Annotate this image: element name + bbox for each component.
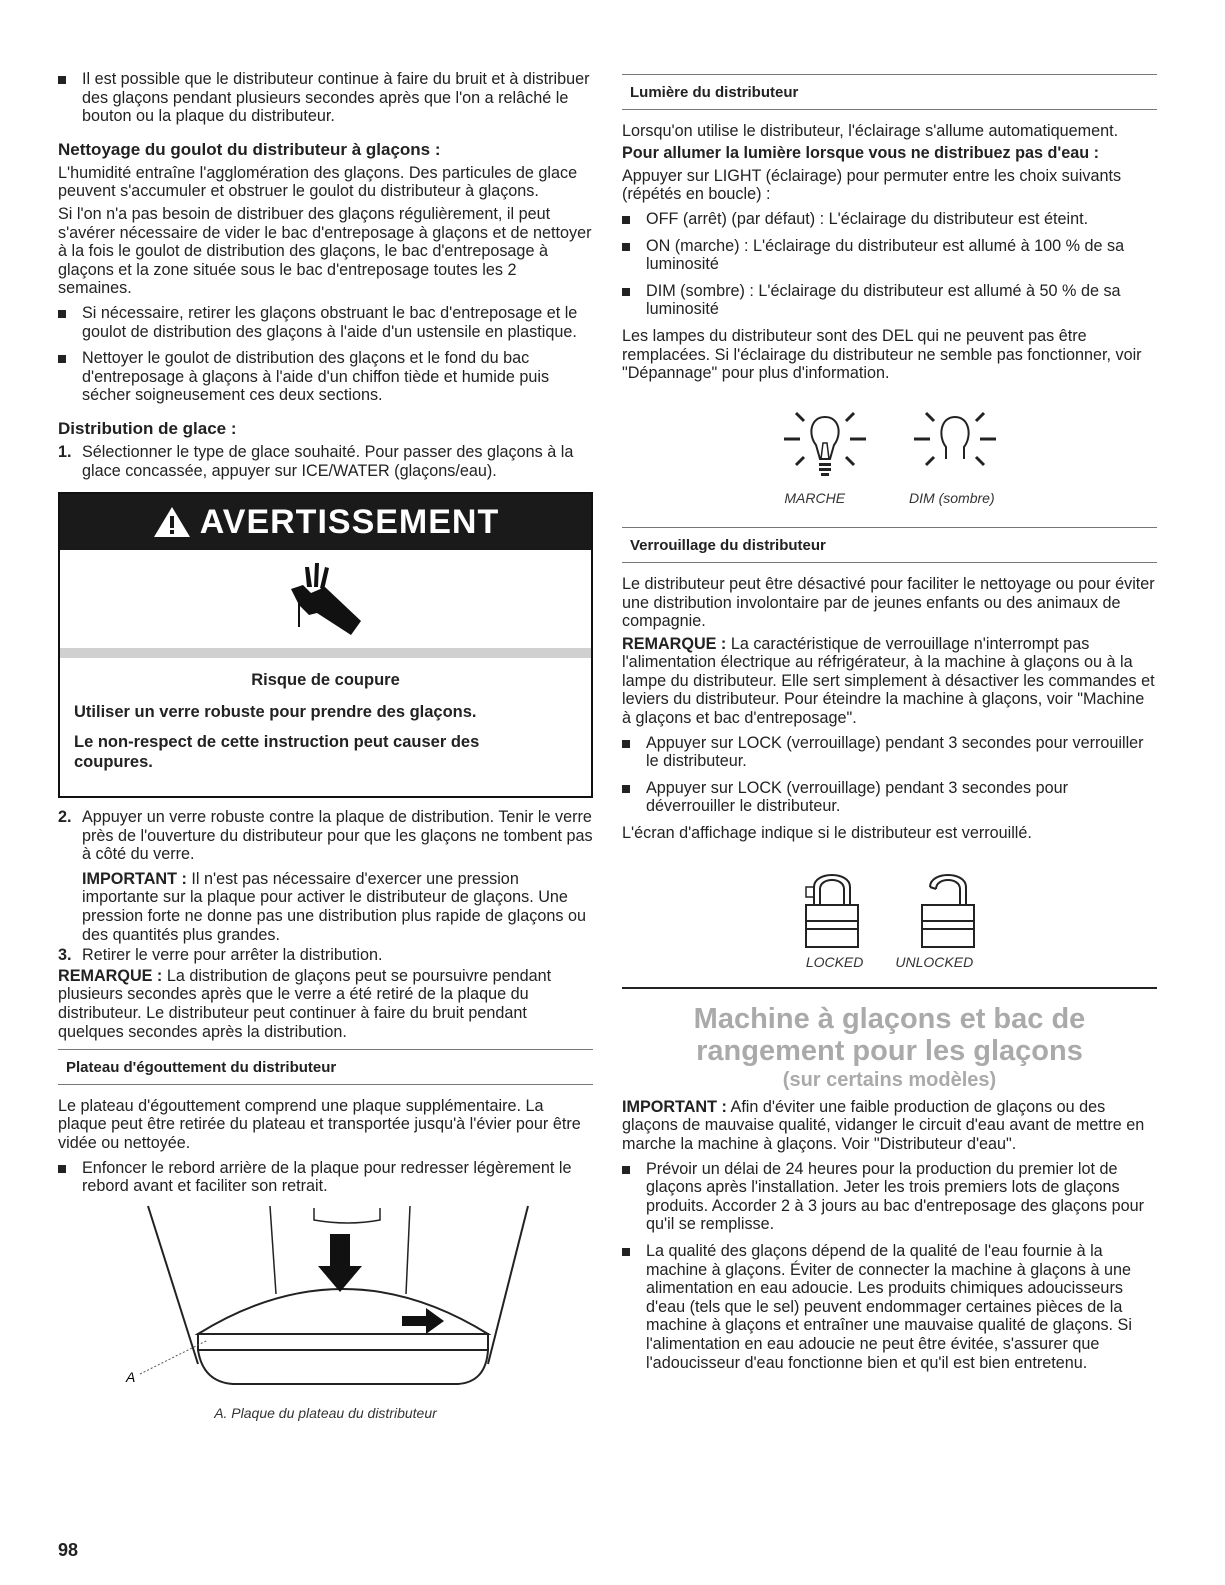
verrou-remarque bbox=[622, 635, 1157, 728]
caption-marche: MARCHE bbox=[784, 489, 846, 506]
lumiere-paragraph-1: Lorsqu'on utilise le distributeur, l'éclairage s'allume automatiquement. bbox=[622, 121, 1119, 140]
right-column bbox=[622, 64, 1157, 1380]
machine-bullet-1: Prévoir un délai de 24 heures pour la production du premier lot de glaçons après l'installation. Jeter les trois premiers lots de glaçons produits. Accorder 2 à 3 jours au bac d'entreposage des glaçons pour qu'il se remplisse. bbox=[646, 1159, 1145, 1234]
bullet-icon bbox=[622, 1166, 630, 1174]
plateau-bullet: Enfoncer le rebord arrière de la plaque pour redresser légèrement le rebord avant et faciliter son retrait. bbox=[82, 1158, 572, 1196]
lock-icons bbox=[622, 865, 1157, 949]
machine-subtitle: (sur certains modèles) bbox=[782, 1069, 997, 1092]
step-number: 1. bbox=[58, 442, 72, 461]
lumiere-bullet-2: ON (marche) : L'éclairage du distributeur est allumé à 100 % de sa luminosité bbox=[646, 236, 1125, 274]
step-number: 2. bbox=[58, 808, 72, 827]
bullet-icon bbox=[58, 76, 66, 84]
figure-caption: A. Plaque du plateau du distributeur bbox=[214, 1404, 437, 1421]
warning-header bbox=[60, 494, 591, 550]
warning-title: AVERTISSEMENT bbox=[199, 502, 500, 541]
verrou-heading: Verrouillage du distributeur bbox=[622, 527, 1157, 563]
list-item bbox=[622, 1160, 1157, 1234]
warning-line-2: Le non-respect de cette instruction peut causer des coupures. bbox=[74, 733, 480, 772]
figure-label-a: A bbox=[126, 1368, 136, 1385]
bullet-icon bbox=[58, 1165, 66, 1173]
list-item bbox=[622, 734, 1157, 771]
hazard-label: Risque de coupure bbox=[251, 671, 400, 690]
list-item bbox=[58, 70, 593, 126]
cut-hazard-area bbox=[60, 550, 591, 658]
list-item bbox=[622, 779, 1157, 816]
important-label: IMPORTANT : bbox=[82, 869, 187, 888]
light-captions bbox=[622, 489, 1157, 508]
machine-bullet-2: La qualité des glaçons dépend de la qualité de l'eau fournie à la machine à glaçons. Éviter de connecter la machine à glaçons à une alimentation en eau adoucie. Les produits chimiques adoucisseurs d'eau (tels que le sel) peuvent endommager certaines pièces de la machine à glaçons et entraîner une mauvaise qualité de glaçons. Si l'alimentation en eau adoucie ne peut être évitée, s'assurer que l'adoucisseur d'eau fonctionne bien et qu'il est bien entretenu. bbox=[646, 1241, 1132, 1372]
lumiere-bold-line: Pour allumer la lumière lorsque vous ne distribuez pas d'eau : bbox=[622, 144, 1100, 163]
dispenser-tray-figure bbox=[58, 1204, 593, 1404]
bullet-icon bbox=[622, 243, 630, 251]
bullet-icon bbox=[622, 740, 630, 748]
light-on-icon bbox=[780, 405, 870, 487]
lumiere-paragraph-3: Les lampes du distributeur sont des DEL qui ne peuvent pas être remplacées. Si l'éclairage du distributeur ne semble pas fonctionner, voir "Dépannage" pour plus d'information. bbox=[622, 326, 1142, 383]
step-number: 3. bbox=[58, 946, 72, 965]
step-1-text: Sélectionner le type de glace souhaité. Pour passer des glaçons à la glace concassée, appuyer sur ICE/WATER (glaçons/eau). bbox=[82, 442, 574, 480]
verrou-remarque-label: REMARQUE : bbox=[622, 634, 727, 653]
step-2 bbox=[58, 808, 593, 944]
important-note bbox=[82, 870, 593, 944]
step-3-text: Retirer le verre pour arrêter la distribution. bbox=[82, 946, 383, 965]
machine-important-label: IMPORTANT : bbox=[622, 1097, 727, 1116]
list-item bbox=[58, 349, 593, 405]
lumiere-bullet-1: OFF (arrêt) (par défaut) : L'éclairage du distributeur est éteint. bbox=[646, 209, 1089, 228]
light-icons bbox=[622, 405, 1157, 487]
light-dim-icon bbox=[910, 405, 1000, 487]
left-column bbox=[58, 64, 593, 1422]
list-item bbox=[622, 237, 1157, 274]
step-2-content bbox=[82, 808, 593, 944]
lumiere-bullet-3: DIM (sombre) : L'éclairage du distributeur est allumé à 50 % de sa luminosité bbox=[646, 281, 1121, 319]
verrou-bullet-1: Appuyer sur LOCK (verrouillage) pendant 3 secondes pour verrouiller le distributeur. bbox=[646, 733, 1144, 771]
caption-locked: LOCKED bbox=[805, 953, 864, 970]
bullet-icon bbox=[58, 355, 66, 363]
machine-title-2: rangement pour les glaçons bbox=[696, 1035, 1083, 1068]
nettoyage-paragraph-2: Si l'on n'a pas besoin de distribuer des glaçons régulièrement, il peut s'avérer nécessaire de vider le bac d'entreposage à glaçons et de nettoyer à la fois le goulot de distribution des glaçons, le bac d'entreposage à glaçons et la zone située sous le bac d'entreposage toutes les 2 semaines. bbox=[58, 204, 592, 298]
plateau-heading: Plateau d'égouttement du distributeur bbox=[58, 1049, 593, 1085]
bullet-icon bbox=[622, 288, 630, 296]
bullet-icon bbox=[622, 216, 630, 224]
nettoyage-bullet-1: Si nécessaire, retirer les glaçons obstruant le bac d'entreposage et le goulot de distribution des glaçons à l'aide d'un ustensile en plastique. bbox=[82, 303, 578, 341]
step-1 bbox=[58, 443, 593, 480]
nettoyage-paragraph-1: L'humidité entraîne l'agglomération des glaçons. Des particules de glace peuvent s'accumuler et obstruer le goulot du distributeur à glaçons. bbox=[58, 163, 578, 201]
plateau-paragraph: Le plateau d'égouttement comprend une plaque supplémentaire. La plaque peut être retirée du plateau et transportée jusqu'à l'évier pour être vidée ou nettoyée. bbox=[58, 1096, 581, 1152]
remarque-note bbox=[58, 967, 593, 1041]
warning-line-1: Utiliser un verre robuste pour prendre des glaçons. bbox=[74, 703, 477, 722]
step-2-text: Appuyer un verre robuste contre la plaque de distribution. Tenir le verre près de l'ouverture du distributeur pour que les glaçons ne tombent pas à côté du verre. bbox=[82, 808, 593, 864]
machine-title-1: Machine à glaçons et bac de bbox=[693, 1003, 1086, 1036]
warning-triangle-icon bbox=[152, 505, 192, 539]
nettoyage-bullet-2: Nettoyer le goulot de distribution des glaçons et le fond du bac d'entreposage à glaçons à l'aide d'un chiffon tiède et humide puis sécher soigneusement ces deux sections. bbox=[82, 349, 550, 405]
verrou-paragraph-2: L'écran d'affichage indique si le distributeur est verrouillé. bbox=[622, 824, 1032, 843]
list-item bbox=[622, 210, 1157, 229]
bullet-icon bbox=[58, 310, 66, 318]
bullet-icon bbox=[622, 785, 630, 793]
list-item bbox=[58, 304, 593, 341]
caption-unlocked: UNLOCKED bbox=[895, 953, 974, 970]
lumiere-paragraph-2: Appuyer sur LIGHT (éclairage) pour permuter entre les choix suivants (répétés en boucle) : bbox=[622, 166, 1122, 204]
list-item bbox=[58, 1159, 593, 1196]
machine-important bbox=[622, 1098, 1157, 1154]
verrou-paragraph-1: Le distributeur peut être désactivé pour faciliter le nettoyage ou pour éviter une distribution involontaire par de jeunes enfants ou des animaux de compagnie. bbox=[622, 574, 1155, 631]
warning-body bbox=[60, 658, 591, 796]
remarque-label: REMARQUE : bbox=[58, 966, 163, 985]
important-text: Il n'est pas nécessaire d'exercer une pression importante sur la plaque pour activer le distributeur de glaçons. Une pression forte ne donne pas une distribution plus rapide de glaçons ou des quantités plus grandes. bbox=[82, 869, 586, 944]
step-3 bbox=[58, 946, 593, 965]
intro-bullet-text: Il est possible que le distributeur continue à faire du bruit et à distribuer des glaçons pendant plusieurs secondes après que l'on a relâché le bouton ou la plaque du distributeur. bbox=[82, 70, 590, 126]
bullet-icon bbox=[622, 1248, 630, 1256]
nettoyage-heading: Nettoyage du goulot du distributeur à glaçons : bbox=[58, 139, 441, 159]
remarque-text: La distribution de glaçons peut se poursuivre pendant plusieurs secondes après que le verre a été retiré de la plaque du distributeur. Le distributeur peut continuer à faire du bruit pendant quelques secondes après la distribution. bbox=[58, 966, 552, 1041]
lumiere-heading: Lumière du distributeur bbox=[622, 74, 1157, 110]
machine-important-text: Afin d'éviter une faible production de glaçons ou des glaçons de mauvaise qualité, vidanger le circuit d'eau avant de mettre en marche la machine à glaçons. Voir "Distributeur d'eau". bbox=[622, 1097, 1145, 1153]
machine-section bbox=[622, 987, 1157, 1090]
distribution-heading: Distribution de glace : bbox=[58, 418, 237, 438]
list-item bbox=[622, 282, 1157, 319]
verrou-remarque-text: La caractéristique de verrouillage n'interrompt pas l'alimentation électrique au réfrigérateur, à la machine à glaçons ou à la lampe du distributeur. Elle sert simplement à désactiver les commandes et leviers du distributeur. Pour éteindre la machine à glaçons, voir "Machine à glaçons et bac d'entreposage". bbox=[622, 634, 1155, 728]
verrou-bullet-2: Appuyer sur LOCK (verrouillage) pendant 3 secondes pour déverrouiller le distributeur. bbox=[646, 778, 1069, 816]
cut-hand-icon bbox=[281, 557, 371, 641]
locked-icon bbox=[804, 865, 860, 949]
page-number: 98 bbox=[58, 1540, 79, 1560]
warning-box bbox=[58, 492, 593, 798]
lock-captions bbox=[622, 953, 1157, 972]
list-item bbox=[622, 1242, 1157, 1372]
unlocked-icon bbox=[920, 865, 976, 949]
caption-dim: DIM (sombre) bbox=[909, 489, 995, 506]
